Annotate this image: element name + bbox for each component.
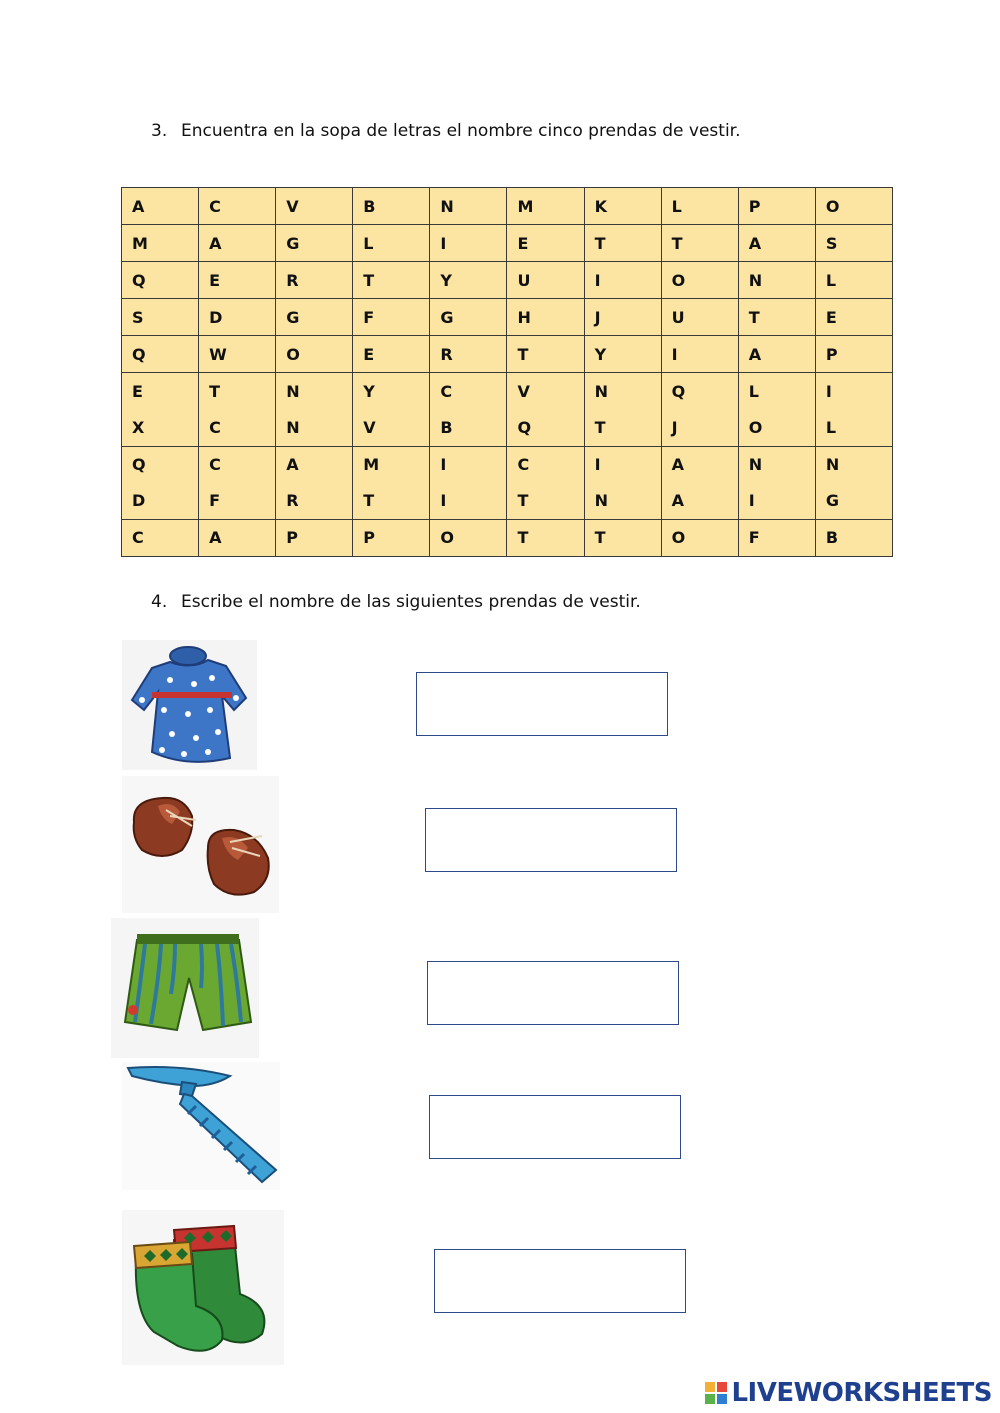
tie-icon xyxy=(122,1062,280,1190)
grid-row xyxy=(122,410,893,447)
grid-cell[interactable]: O xyxy=(738,410,815,447)
grid-row xyxy=(122,299,893,336)
logo-square-4 xyxy=(717,1394,727,1404)
grid-cell[interactable]: A xyxy=(199,225,276,262)
grid-cell[interactable]: T xyxy=(199,373,276,410)
grid-cell[interactable]: I xyxy=(738,483,815,520)
grid-cell[interactable]: N xyxy=(738,446,815,483)
dress-icon xyxy=(122,640,257,770)
grid-cell[interactable]: P xyxy=(815,336,892,373)
grid-cell[interactable]: O xyxy=(661,262,738,299)
section-3-text: Encuentra en la sopa de letras el nombre cinco prendas de vestir. xyxy=(181,121,741,141)
grid-cell[interactable]: P xyxy=(276,519,353,556)
grid-cell[interactable]: M xyxy=(353,446,430,483)
grid-cell[interactable]: B xyxy=(815,519,892,556)
grid-cell[interactable]: A xyxy=(276,446,353,483)
grid-cell[interactable]: M xyxy=(507,188,584,225)
grid-row xyxy=(122,336,893,373)
section-3-instruction xyxy=(151,121,741,141)
grid-cell[interactable]: L xyxy=(661,188,738,225)
grid-cell[interactable]: T xyxy=(584,410,661,447)
grid-cell[interactable]: G xyxy=(430,299,507,336)
grid-cell[interactable]: R xyxy=(276,483,353,520)
grid-cell[interactable]: T xyxy=(353,262,430,299)
logo-square-3 xyxy=(705,1394,715,1404)
grid-cell[interactable]: C xyxy=(507,446,584,483)
grid-cell[interactable]: A xyxy=(661,446,738,483)
grid-cell[interactable]: L xyxy=(353,225,430,262)
grid-cell[interactable]: C xyxy=(199,188,276,225)
grid-cell[interactable]: G xyxy=(276,299,353,336)
grid-cell[interactable]: C xyxy=(122,519,199,556)
grid-cell[interactable]: A xyxy=(199,519,276,556)
grid-cell[interactable]: V xyxy=(507,373,584,410)
grid-cell[interactable]: N xyxy=(276,410,353,447)
grid-cell[interactable]: L xyxy=(815,410,892,447)
grid-cell[interactable]: T xyxy=(738,299,815,336)
grid-cell[interactable]: N xyxy=(738,262,815,299)
grid-cell[interactable]: A xyxy=(661,483,738,520)
grid-cell[interactable]: T xyxy=(507,483,584,520)
grid-cell[interactable]: K xyxy=(584,188,661,225)
grid-row xyxy=(122,519,893,556)
grid-cell[interactable]: S xyxy=(815,225,892,262)
answer-box-tie[interactable] xyxy=(429,1095,681,1159)
grid-cell[interactable]: E xyxy=(122,373,199,410)
grid-cell[interactable]: Y xyxy=(353,373,430,410)
grid-cell[interactable]: Q xyxy=(661,373,738,410)
grid-cell[interactable]: I xyxy=(815,373,892,410)
grid-cell[interactable]: O xyxy=(430,519,507,556)
grid-cell[interactable]: D xyxy=(122,483,199,520)
grid-row xyxy=(122,262,893,299)
answer-box-socks[interactable] xyxy=(434,1249,686,1313)
grid-cell[interactable]: F xyxy=(199,483,276,520)
answer-box-dress[interactable] xyxy=(416,672,668,736)
grid-row xyxy=(122,373,893,410)
grid-cell[interactable]: N xyxy=(815,446,892,483)
grid-cell[interactable]: I xyxy=(430,446,507,483)
grid-cell[interactable]: I xyxy=(430,483,507,520)
grid-cell[interactable]: V xyxy=(353,410,430,447)
grid-cell[interactable]: I xyxy=(584,446,661,483)
grid-cell[interactable]: B xyxy=(430,410,507,447)
grid-cell[interactable]: I xyxy=(584,262,661,299)
grid-cell[interactable]: N xyxy=(276,373,353,410)
section-4-number: 4. xyxy=(151,592,168,612)
grid-cell[interactable]: E xyxy=(815,299,892,336)
word-search-grid xyxy=(121,187,893,557)
grid-cell[interactable]: Y xyxy=(584,336,661,373)
grid-cell[interactable]: H xyxy=(507,299,584,336)
grid-cell[interactable]: J xyxy=(661,410,738,447)
grid-cell[interactable]: M xyxy=(122,225,199,262)
shorts-icon xyxy=(111,918,259,1058)
grid-cell[interactable]: W xyxy=(199,336,276,373)
brand-logo xyxy=(705,1376,992,1410)
grid-cell[interactable]: T xyxy=(353,483,430,520)
grid-cell[interactable]: D xyxy=(199,299,276,336)
grid-cell[interactable]: G xyxy=(815,483,892,520)
shoes-icon xyxy=(122,776,279,913)
liveworksheets-icon xyxy=(705,1382,727,1404)
grid-cell[interactable]: Q xyxy=(122,446,199,483)
grid-cell[interactable]: N xyxy=(584,483,661,520)
section-4-text: Escribe el nombre de las siguientes prendas de vestir. xyxy=(181,592,641,612)
grid-cell[interactable]: P xyxy=(353,519,430,556)
grid-row xyxy=(122,483,893,520)
grid-cell[interactable]: B xyxy=(353,188,430,225)
grid-cell[interactable]: Q xyxy=(122,336,199,373)
grid-cell[interactable]: I xyxy=(661,336,738,373)
logo-square-1 xyxy=(705,1382,715,1392)
grid-cell[interactable]: O xyxy=(276,336,353,373)
grid-cell[interactable]: S xyxy=(122,299,199,336)
grid-cell[interactable]: T xyxy=(507,336,584,373)
grid-cell[interactable]: R xyxy=(430,336,507,373)
grid-cell[interactable]: R xyxy=(276,262,353,299)
grid-cell[interactable]: J xyxy=(584,299,661,336)
grid-cell[interactable]: L xyxy=(738,373,815,410)
grid-cell[interactable]: O xyxy=(815,188,892,225)
grid-cell[interactable]: G xyxy=(276,225,353,262)
grid-cell[interactable]: A xyxy=(122,188,199,225)
grid-cell[interactable]: E xyxy=(199,262,276,299)
socks-icon xyxy=(122,1210,284,1365)
grid-cell[interactable]: F xyxy=(353,299,430,336)
answer-box-shoes[interactable] xyxy=(425,808,677,872)
grid-row xyxy=(122,225,893,262)
grid-cell[interactable]: T xyxy=(584,519,661,556)
section-3-number: 3. xyxy=(151,121,168,141)
grid-cell[interactable]: Q xyxy=(507,410,584,447)
grid-cell[interactable]: F xyxy=(738,519,815,556)
grid-row xyxy=(122,188,893,225)
grid-row xyxy=(122,446,893,483)
grid-cell[interactable]: U xyxy=(507,262,584,299)
grid-cell[interactable]: L xyxy=(815,262,892,299)
grid-cell[interactable]: I xyxy=(430,225,507,262)
grid-cell[interactable]: V xyxy=(276,188,353,225)
grid-cell[interactable]: Q xyxy=(122,262,199,299)
section-4-instruction xyxy=(151,592,641,612)
grid-cell[interactable]: A xyxy=(738,225,815,262)
grid-cell[interactable]: X xyxy=(122,410,199,447)
grid-cell[interactable]: N xyxy=(584,373,661,410)
grid-cell[interactable]: C xyxy=(430,373,507,410)
grid-cell[interactable]: C xyxy=(199,410,276,447)
logo-square-2 xyxy=(717,1382,727,1392)
grid-cell[interactable]: A xyxy=(738,336,815,373)
grid-cell[interactable]: N xyxy=(430,188,507,225)
grid-cell[interactable]: C xyxy=(199,446,276,483)
brand-name: LIVEWORKSHEETS xyxy=(731,1378,992,1408)
grid-cell[interactable]: E xyxy=(507,225,584,262)
grid-cell[interactable]: P xyxy=(738,188,815,225)
grid-cell[interactable]: T xyxy=(507,519,584,556)
answer-box-shorts[interactable] xyxy=(427,961,679,1025)
grid-cell[interactable]: Y xyxy=(430,262,507,299)
grid-cell[interactable]: E xyxy=(353,336,430,373)
grid-cell[interactable]: T xyxy=(584,225,661,262)
grid-cell[interactable]: U xyxy=(661,299,738,336)
grid-cell[interactable]: O xyxy=(661,519,738,556)
grid-cell[interactable]: T xyxy=(661,225,738,262)
